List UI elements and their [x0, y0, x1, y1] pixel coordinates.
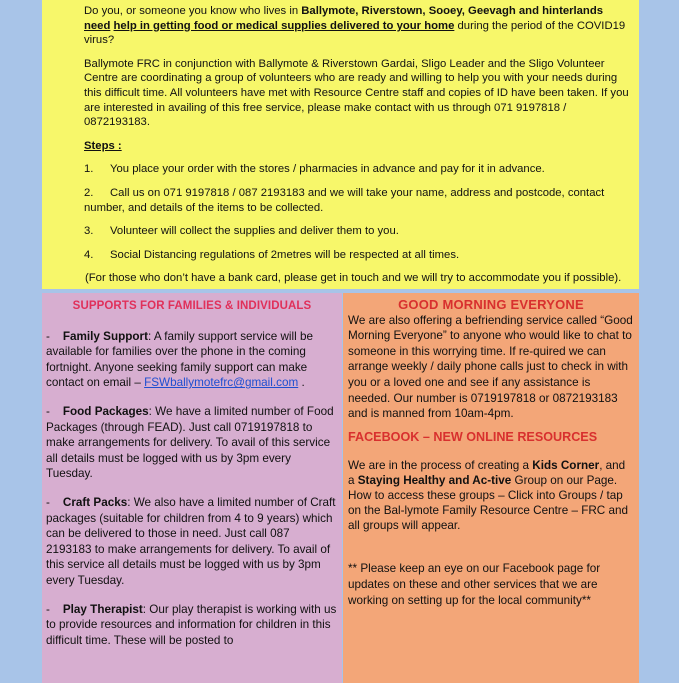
intro-help-text: help in getting food or medical supplies delivered to your home	[113, 19, 455, 32]
covid-delivery-notice	[42, 0, 639, 289]
family-support-email-link[interactable]: FSWballymotefrc@gmail.com	[144, 376, 299, 390]
steps-title: Steps :	[84, 139, 122, 152]
volunteers-paragraph: Ballymote FRC in conjunction with Ballymote & Riverstown Gardai, Sligo Leader and the Sligo Volunteer Centre are coordinating a group of volunteers who are ready and willing to help you with your needs during this difficult time. All volunteers have met with Resource Centre staff and copies of ID have been taken. If you are interested in availing of this free service, please make contact with us through 071 9197818 / 0872193183.	[84, 57, 629, 129]
facebook-heading: FACEBOOK – NEW ONLINE RESOURCES	[348, 429, 598, 444]
intro-paragraph: Do you, or someone you know who lives in Ballymote, Riverstown, Sooey, Geevagh and hinterlands need help in getting food or medical supplies delivered to your home during the period of the COVID19 virus?	[84, 5, 626, 47]
craft-packs-item: - Craft Packs: We also have a limited number of Craft packages (suitable for children from 4 to 9 years) which can be delivered to those in need. Just call 087 2193183 to make arrangements for delivery. To avail of this service all details must be logged with us by 3pm every Tuesday.	[46, 495, 336, 587]
bank-card-note: (For those who don’t have a bank card, please get in touch and we will try to accommodate you if possible).	[85, 272, 622, 285]
intro-places: Ballymote, Riverstown, Sooey, Geevagh and hinterlands	[301, 5, 604, 17]
supports-panel	[42, 293, 342, 683]
online-resources-text: We are in the process of creating a Kids Corner, and a Staying Healthy and Ac-tive Group on our Page. How to access these groups – Click into Groups / tap on the Bal-lymote Family Resource Centre – FRC and all groups will appear.	[348, 459, 628, 533]
step-3: 3. Volunteer will collect the supplies and deliver them to you.	[84, 225, 399, 238]
supports-heading: SUPPORTS FOR FAMILIES & INDIVIDUALS	[72, 300, 312, 312]
services-panel	[343, 293, 639, 683]
play-therapist-item: - Play Therapist: Our play therapist is working with us to provide resources and information for children in this difficult time. These will be posted to	[46, 602, 337, 647]
intro-need: need	[84, 19, 111, 32]
step-1: 1. You place your order with the stores / pharmacies in advance and pay for it in advance.	[84, 163, 545, 176]
good-morning-heading: GOOD MORNING EVERYONE	[398, 297, 584, 312]
food-packages-item: - Food Packages: We have a limited number of Food Packages (through FEAD). Just call 0719197818 to make arrangements for delivery. To avail of this service all details must be logged with us by 3pm every Tuesday.	[46, 404, 334, 481]
good-morning-text: We are also offering a befriending service called “Good Morning Everyone” to anyone who would like to chat to someone in this worrying time. If re-quired we can arrange weekly / daily phone calls just to check in with you or a loved one and see if any assistance is needed. Our number is 0719197818 or 0872193183 and is manned from 10am-4pm.	[348, 313, 633, 421]
step-4: 4. Social Distancing regulations of 2metres will be respected at all times.	[84, 248, 460, 261]
family-support-item: - Family Support: A family support service will be available for families over the phone in the coming fortnight. Anyone seeking family support can make contact on email – FSWballymotefrc@gmail.com .	[46, 329, 313, 390]
facebook-page-note: ** Please keep an eye on our Facebook page for updates on these and other services that we are working on setting up for the local community**	[348, 562, 601, 607]
step-2: 2. Call us on 071 9197818 / 087 2193183 and we will take your name, address and postcode, contact number, and details of the items to be collected.	[84, 186, 605, 214]
